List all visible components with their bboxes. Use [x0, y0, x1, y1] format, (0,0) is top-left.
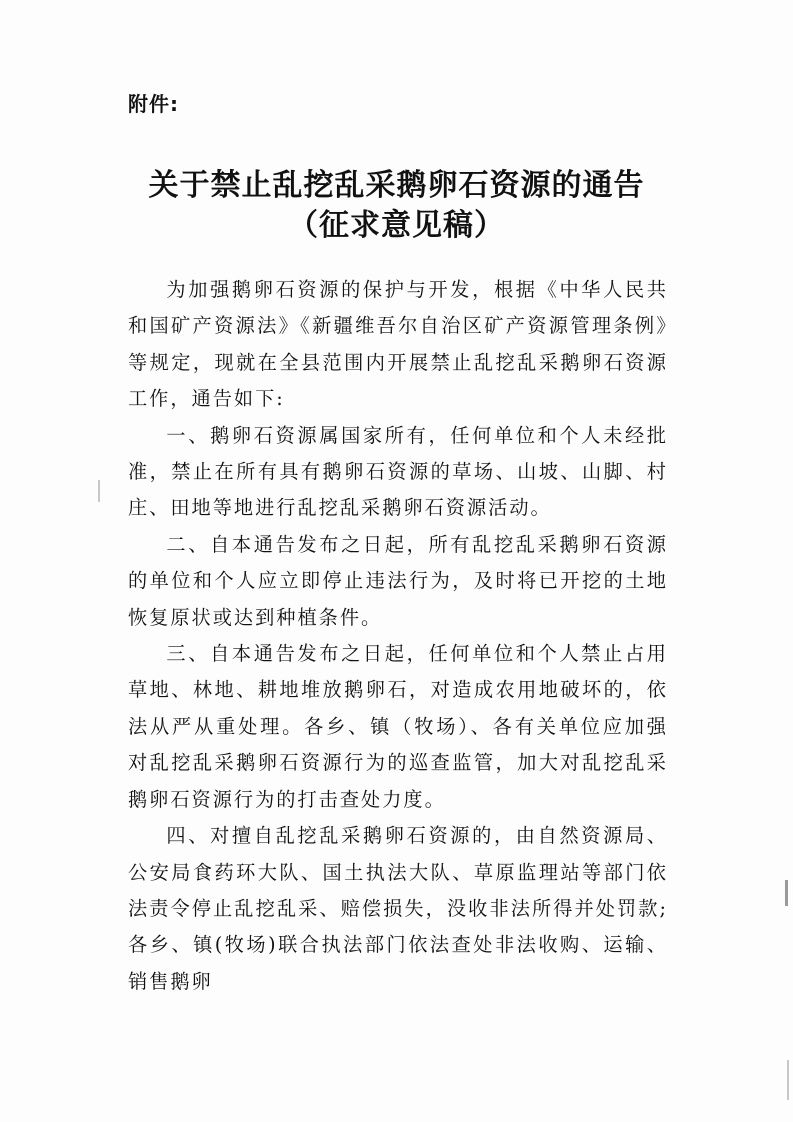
paragraph-item-3: 三、自本通告发布之日起，任何单位和个人禁止占用草地、林地、耕地堆放鹅卵石，对造成农用地破坏的，依法从严从重处理。各乡、镇（牧场）、各有关单位应加强对乱挖乱采鹅卵石资源行为的巡查监管，加大对乱挖乱采鹅卵石资源行为的打击查处力度。	[128, 642, 668, 811]
scan-mark	[787, 1060, 789, 1100]
paragraph-intro: 为加强鹅卵石资源的保护与开发，根据《中华人民共和国矿产资源法》《新疆维吾尔自治区矿产资源管理条例》等规定，现就在全县范围内开展禁止乱挖乱采鹅卵石资源工作，通告如下:	[128, 278, 668, 411]
document-subtitle: （征求意见稿）	[288, 208, 505, 243]
scan-mark	[785, 880, 788, 906]
paragraph-item-4: 四、对擅自乱挖乱采鹅卵石资源的，由自然资源局、公安局食药环大队、国土执法大队、草原监理站等部门依法责令停止乱挖乱采、赔偿损失，没收非法所得并处罚款;各乡、镇(牧场)联合执法部门依法查处非法收购、运输、销售鹅卵	[128, 824, 668, 993]
document-body	[128, 272, 668, 1000]
scan-mark	[98, 480, 100, 502]
paragraph-item-2: 二、自本通告发布之日起，所有乱挖乱采鹅卵石资源的单位和个人应立即停止违法行为，及时将已开挖的土地恢复原状或达到种植条件。	[128, 532, 668, 629]
paragraph-item-1: 一、鹅卵石资源属国家所有，任何单位和个人未经批准，禁止在所有具有鹅卵石资源的草场、山坡、山脚、村庄、田地等地进行乱挖乱采鹅卵石资源活动。	[128, 423, 668, 520]
document-title: 关于禁止乱挖乱采鹅卵石资源的通告	[148, 168, 645, 203]
attachment-label: 附件:	[128, 92, 179, 116]
